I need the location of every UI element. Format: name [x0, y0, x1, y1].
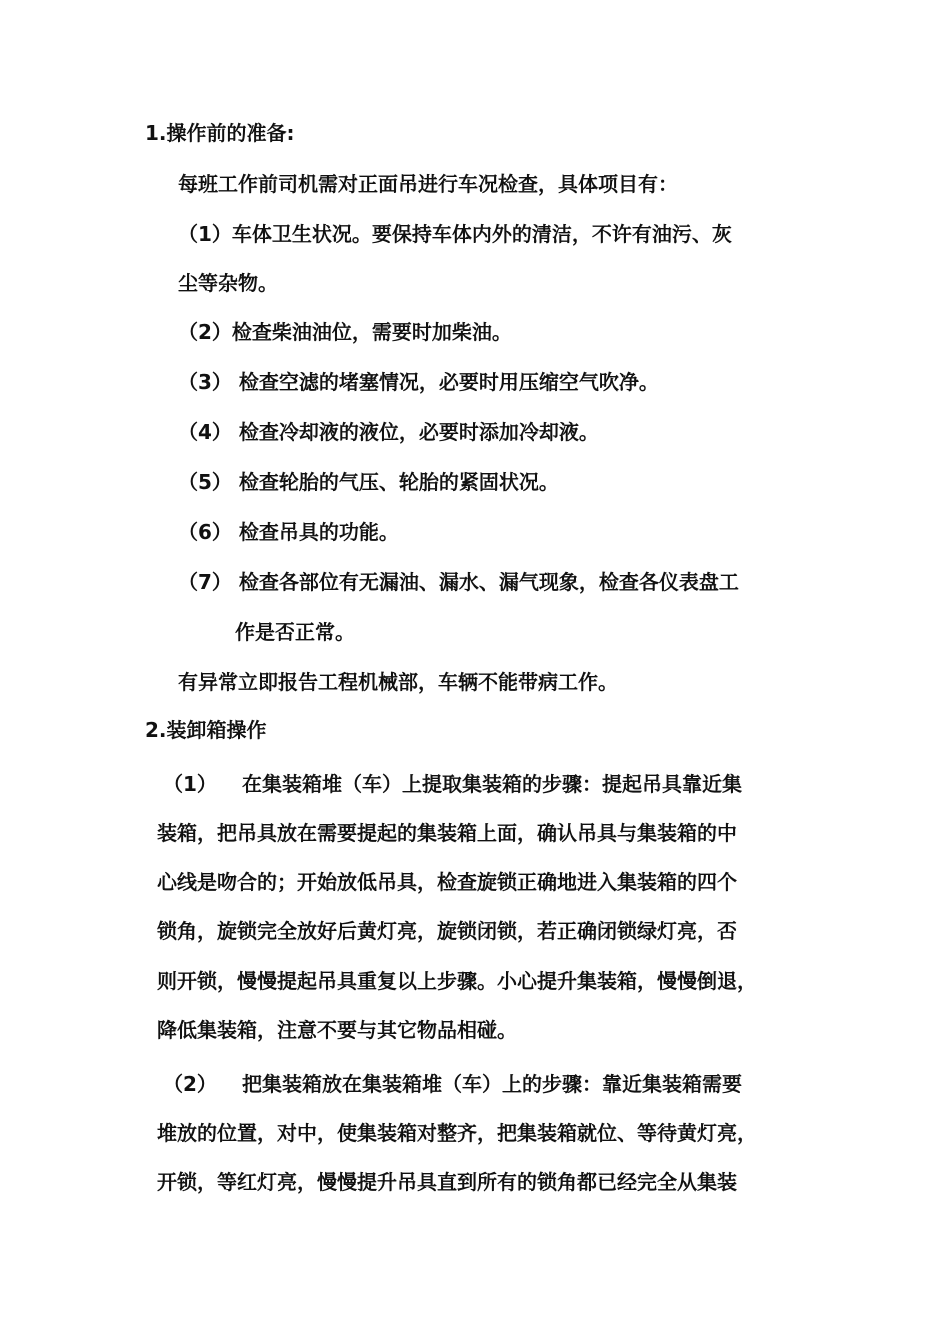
- check-item-4: （4） 检查冷却液的液位，必要时添加冷却液。: [178, 420, 599, 444]
- check-item-6: （6） 检查吊具的功能。: [178, 520, 399, 544]
- check-item-2: （2）检查柴油油位，需要时加柴油。: [178, 320, 512, 344]
- paragraph-2-line-1: 把集装箱放在集装箱堆（车）上的步骤：靠近集装箱需要: [242, 1072, 742, 1096]
- paragraph-1-line-5: 则开锁，慢慢提起吊具重复以上步骤。小心提升集装箱，慢慢倒退，: [157, 969, 757, 993]
- paragraph-1-line-4: 锁角，旋锁完全放好后黄灯亮，旋锁闭锁，若正确闭锁绿灯亮，否: [157, 919, 737, 943]
- paragraph-2-line-3: 开锁，等红灯亮，慢慢提升吊具直到所有的锁角都已经完全从集装: [157, 1170, 737, 1194]
- check-item-1-continued: 尘等杂物。: [178, 271, 278, 295]
- paragraph-1-line-1: 在集装箱堆（车）上提取集装箱的步骤：提起吊具靠近集: [242, 772, 742, 796]
- section-1-heading: 1.操作前的准备:: [145, 121, 295, 145]
- paragraph-2-line-2: 堆放的位置，对中，使集装箱对整齐，把集装箱就位、等待黄灯亮，: [157, 1121, 757, 1145]
- section-1-intro: 每班工作前司机需对正面吊进行车况检查，具体项目有：: [178, 172, 678, 196]
- check-item-1: （1）车体卫生状况。要保持车体内外的清洁，不许有油污、灰: [178, 222, 732, 246]
- paragraph-2-number: （2）: [163, 1072, 217, 1096]
- section-2-heading: 2.装卸箱操作: [145, 718, 267, 742]
- paragraph-1-line-2: 装箱，把吊具放在需要提起的集装箱上面，确认吊具与集装箱的中: [157, 821, 737, 845]
- section-1-closing: 有异常立即报告工程机械部，车辆不能带病工作。: [178, 670, 618, 694]
- paragraph-1-line-3: 心线是吻合的；开始放低吊具，检查旋锁正确地进入集装箱的四个: [157, 870, 737, 894]
- check-item-7: （7） 检查各部位有无漏油、漏水、漏气现象，检查各仪表盘工: [178, 570, 739, 594]
- paragraph-1-line-6: 降低集装箱，注意不要与其它物品相碰。: [157, 1018, 517, 1042]
- paragraph-1-number: （1）: [163, 772, 217, 796]
- check-item-7-continued: 作是否正常。: [235, 620, 355, 644]
- check-item-3: （3） 检查空滤的堵塞情况，必要时用压缩空气吹净。: [178, 370, 659, 394]
- check-item-5: （5） 检查轮胎的气压、轮胎的紧固状况。: [178, 470, 559, 494]
